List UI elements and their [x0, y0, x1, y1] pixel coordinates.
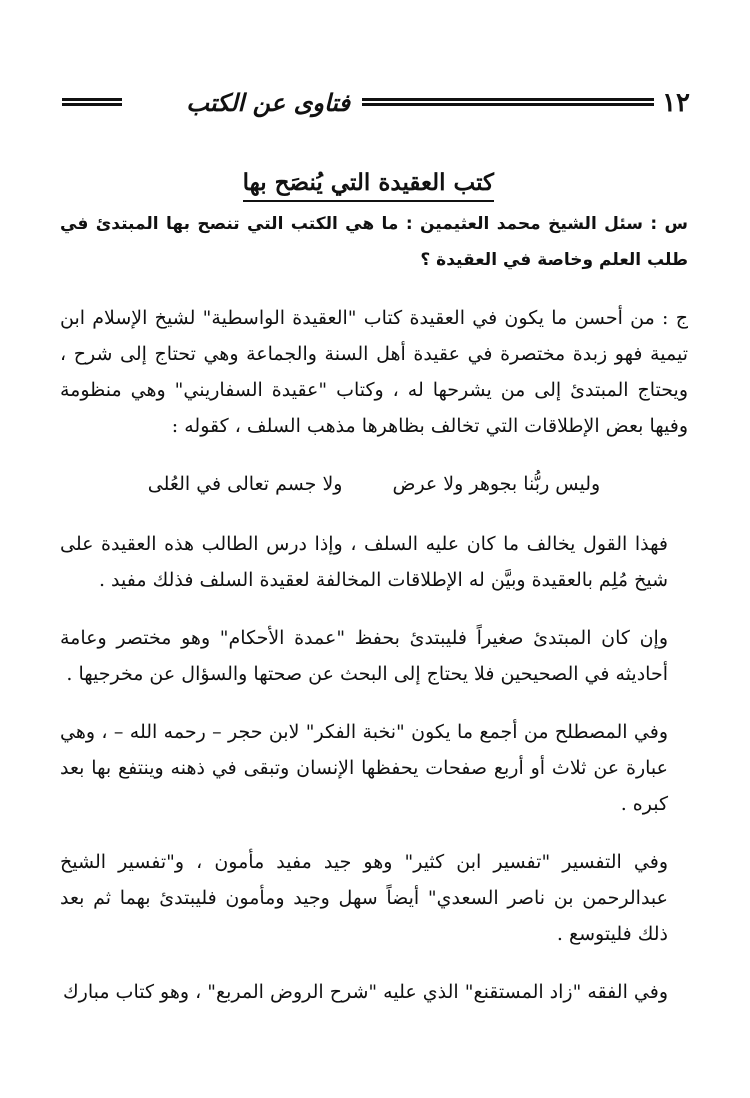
- paragraph-3: وإن كان المبتدئ صغيراً فليبتدئ بحفظ "عمدة الأحكام" وهو مختصر وعامة أحاديثه في الصحيحين فلا يحتاج إلى البحث عن صحتها والسؤال عن مخرجيها .: [60, 627, 668, 685]
- header-rule-left: [62, 98, 122, 106]
- paragraph-6: وفي الفقه "زاد المستقنع" الذي عليه "شرح الروض المربع" ، وهو كتاب مبارك: [62, 981, 668, 1003]
- verse-second-hemistich: ولا جسم تعالى في العُلى: [147, 473, 343, 495]
- running-title: فتاوى عن الكتب: [186, 88, 350, 117]
- page-number: ١٢: [662, 88, 690, 118]
- question-text: س : سئل الشيخ محمد العثيمين : ما هي الكتب التي تنصح بها المبتدئ في طلب العلم وخاصة في العقيدة ؟: [60, 214, 688, 270]
- header-rule-right: [362, 98, 654, 106]
- page-body: [60, 206, 688, 1032]
- paragraph-4: وفي المصطلح من أجمع ما يكون "نخبة الفكر" لابن حجر – رحمه الله – ، وهي عبارة عن ثلاث أو أربع صفحات يحفظها الإنسان وتبقى في ذهنه وينتفع بها بعد كبره .: [60, 721, 668, 815]
- paragraph-2: فهذا القول يخالف ما كان عليه السلف ، وإذا درس الطالب هذه العقيدة على شيخ مُلِم بالعقيدة وبيَّن له الإطلاقات المخالفة لعقيدة السلف فذلك مفيد .: [60, 533, 668, 591]
- answer-paragraph-1: ج : من أحسن ما يكون في العقيدة كتاب "العقيدة الواسطية" لشيخ الإسلام ابن تيمية فهو زبدة مختصرة في عقيدة أهل السنة والجماعة وهي تحتاج إلى شرح ، ويحتاج المبتدئ إلى من يشرحها له ، وكتاب "عقيدة السفاريني" وهي منظومة وفيها بعض الإطلاقات التي تخالف بظاهرها مذهب السلف ، كقوله :: [60, 307, 688, 437]
- section-title: كتب العقيدة التي يُنصَح بها: [243, 166, 494, 202]
- poem-verse: [60, 466, 688, 502]
- page-header: [62, 86, 690, 120]
- paragraph-5: وفي التفسير "تفسير ابن كثير" وهو جيد مفيد مأمون ، و"تفسير الشيخ عبدالرحمن بن ناصر السعدي" أيضاً سهل وجيد ومأمون فليبتدئ بهما ثم بعد ذلك فليتوسع .: [60, 851, 668, 945]
- verse-first-hemistich: وليس ربُّنا بجوهر ولا عرض: [392, 473, 601, 495]
